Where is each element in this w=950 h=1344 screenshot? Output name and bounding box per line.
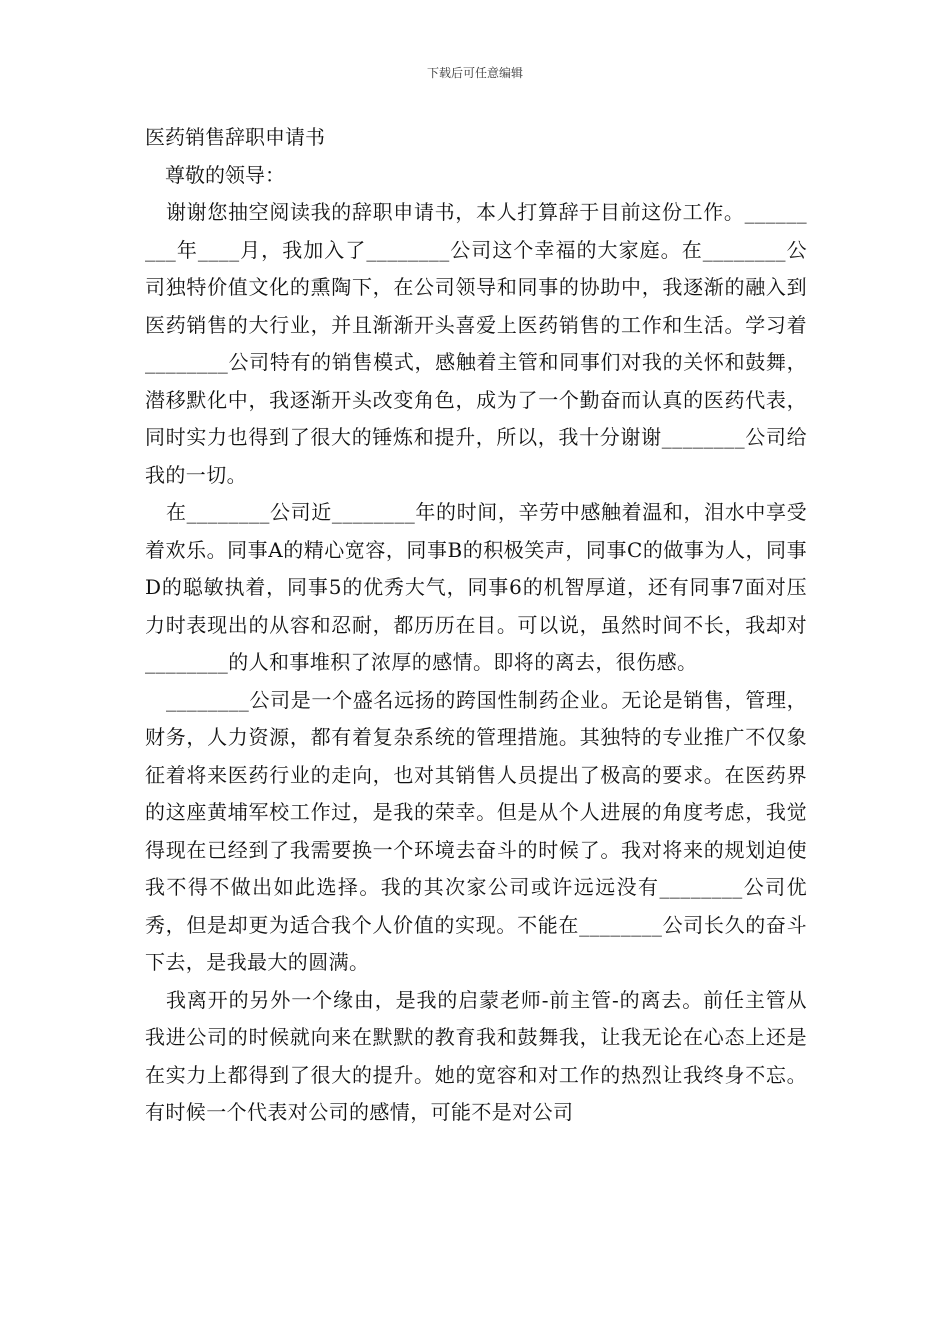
document-body	[145, 118, 807, 1132]
paragraph-3: ________公司是一个盛名远扬的跨国性制药企业。无论是销售，管理，财务，人力资源，都有着复杂系统的管理措施。其独特的专业推广不仅象征着将来医药行业的走向，也对其销售人员提出了极高的要求。在医药界的这座黄埔军校工作过，是我的荣幸。但是从个人进展的角度考虑，我觉得现在已经到了我需要换一个环境去奋斗的时候了。我对将来的规划迫使我不得不做出如此选择。我的其次家公司或许远远没有________公司优秀，但是却更为适合我个人价值的实现。不能在________公司长久的奋斗下去，是我最大的圆满。	[145, 687, 807, 974]
page-header: 下载后可任意编辑	[426, 66, 523, 80]
salutation: 尊敬的领导：	[165, 163, 285, 187]
paragraph-1: 谢谢您抽空阅读我的辞职申请书，本人打算辞于目前这份工作。_________年____月，我加入了________公司这个幸福的大家庭。在________公司独特价值文化的熏陶下，在公司领导和同事的协助中，我逐渐的融入到医药销售的大行业，并且渐渐开头喜爱上医药销售的工作和生活。学习着________公司特有的销售模式，感触着主管和同事们对我的关怀和鼓舞，潜移默化中，我逐渐开头改变角色，成为了一个勤奋而认真的医药代表，同时实力也得到了很大的锤炼和提升，所以，我十分谢谢________公司给我的一切。	[145, 200, 807, 487]
paragraph-2: 在________公司近________年的时间，辛劳中感触着温和，泪水中享受着欢乐。同事A的精心宽容，同事B的积极笑声，同事C的做事为人，同事D的聪敏执着，同事5的优秀大气，同事6的机智厚道，还有同事7面对压力时表现出的从容和忍耐，都历历在目。可以说，虽然时间不长，我却对________的人和事堆积了浓厚的感情。即将的离去，很伤感。	[145, 500, 807, 674]
paragraph-4: 我离开的另外一个缘由，是我的启蒙老师-前主管-的离去。前任主管从我进公司的时候就向来在默默的教育我和鼓舞我，让我无论在心态上还是在实力上都得到了很大的提升。她的宽容和对工作的热烈让我终身不忘。有时候一个代表对公司的感情，可能不是对公司	[145, 987, 807, 1124]
document-title: 医药销售辞职申请书	[145, 125, 325, 149]
